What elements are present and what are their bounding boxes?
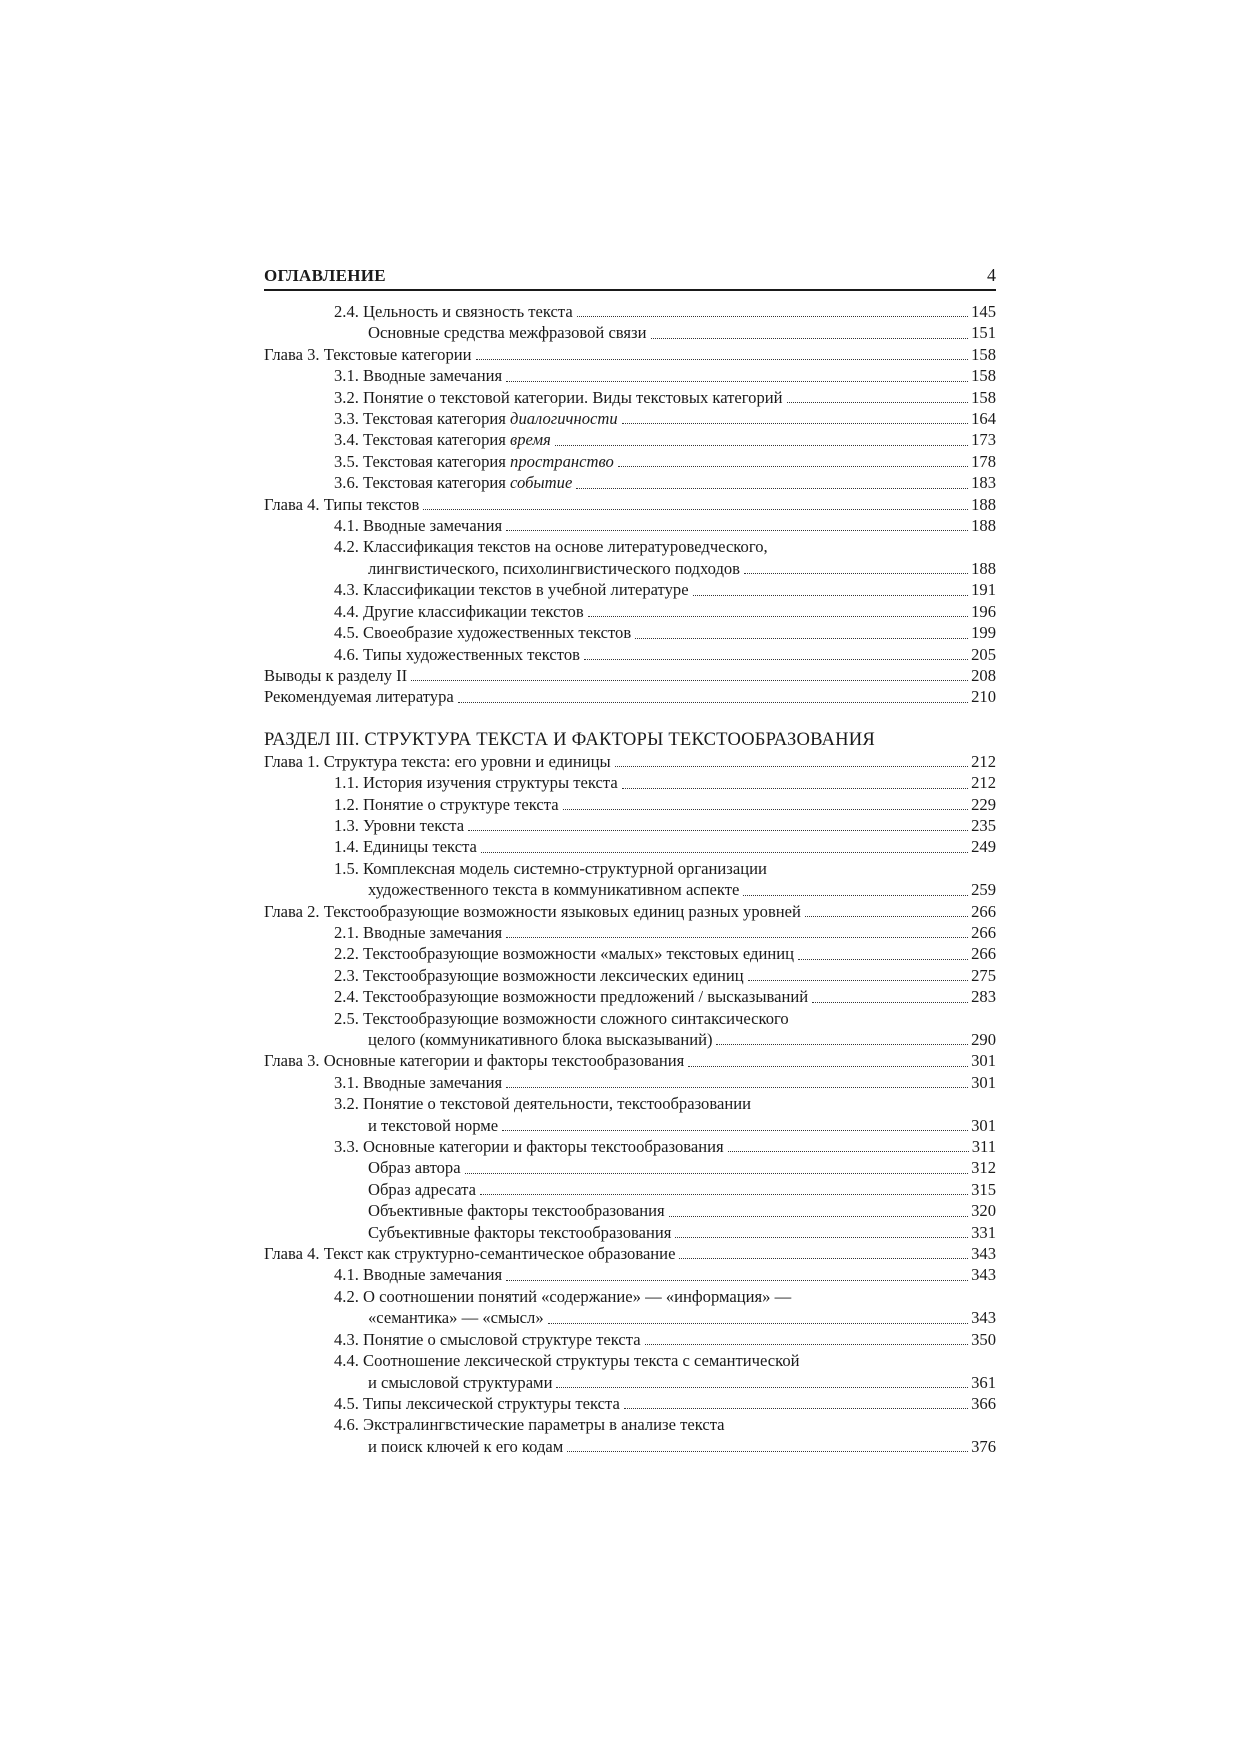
toc-entry-title: Вводные замечания xyxy=(363,366,503,386)
toc-entry-number: 2.4. xyxy=(334,987,359,1007)
toc-entry-title: Вводные замечания xyxy=(363,1265,503,1285)
table-of-contents xyxy=(264,301,996,1457)
toc-entry-title: Понятие о текстовой категории. Виды текстовых категорий xyxy=(363,387,783,407)
toc-entry[interactable] xyxy=(264,794,996,815)
toc-entry-title: Основные категории и факторы текстообразования xyxy=(363,1137,724,1157)
toc-entry-title: Классификация текстов на основе литературоведческого, xyxy=(363,537,768,557)
dot-leader xyxy=(584,659,968,660)
dot-leader xyxy=(645,1344,969,1345)
toc-entry-title: Объективные факторы текстообразования xyxy=(368,1201,665,1221)
toc-entry-page: 366 xyxy=(971,1393,996,1413)
toc-entry[interactable] xyxy=(264,365,996,386)
toc-entry-title: Глава 3. Основные категории и факторы текстообразования xyxy=(264,1051,685,1071)
dot-leader xyxy=(411,680,968,681)
toc-entry-title-cont: «семантика» — «смысл» xyxy=(368,1308,544,1328)
toc-entry[interactable] xyxy=(264,1350,996,1393)
toc-entry-page: 199 xyxy=(971,623,996,643)
toc-entry-page: 311 xyxy=(971,1137,996,1157)
document-page xyxy=(264,262,996,1457)
toc-chapter[interactable] xyxy=(264,344,996,365)
toc-entry-page: 164 xyxy=(971,409,996,429)
toc-entry-page: 235 xyxy=(971,815,996,835)
dot-leader xyxy=(798,959,968,960)
dot-leader xyxy=(506,530,968,531)
toc-entry-title: Единицы текста xyxy=(363,837,477,857)
toc-entry-number: 3.1. xyxy=(334,366,359,386)
toc-entry-page: 188 xyxy=(971,494,996,514)
toc-entry[interactable] xyxy=(264,429,996,450)
toc-entry[interactable] xyxy=(264,1286,996,1329)
toc-entry[interactable] xyxy=(264,943,996,964)
dot-leader xyxy=(618,466,968,467)
toc-entry-page: 212 xyxy=(971,773,996,793)
toc-entry[interactable] xyxy=(264,1222,996,1243)
dot-leader xyxy=(555,445,968,446)
dot-leader xyxy=(468,830,968,831)
toc-entry-title: Типы художественных текстов xyxy=(363,644,580,664)
dot-leader xyxy=(588,616,968,617)
dot-leader xyxy=(744,573,968,574)
toc-entry[interactable] xyxy=(264,1136,996,1157)
toc-entry-page: 196 xyxy=(971,601,996,621)
toc-entry[interactable] xyxy=(264,387,996,408)
toc-entry[interactable] xyxy=(264,1072,996,1093)
toc-entry-title: Комплексная модель системно-структурной организации xyxy=(363,858,767,878)
dot-leader xyxy=(548,1323,968,1324)
toc-entry[interactable] xyxy=(264,1264,996,1285)
toc-entry-number: 1.4. xyxy=(334,837,359,857)
dot-leader xyxy=(693,595,969,596)
toc-entry-page: 343 xyxy=(971,1244,996,1264)
toc-entry-page: 249 xyxy=(971,837,996,857)
toc-chapter[interactable] xyxy=(264,494,996,515)
dot-leader xyxy=(458,702,968,703)
toc-entry-title: Соотношение лексической структуры текста с семантической xyxy=(363,1351,800,1371)
toc-entry[interactable] xyxy=(264,601,996,622)
toc-entry-title: Текстообразующие возможности сложного синтаксического xyxy=(363,1008,789,1028)
dot-leader xyxy=(506,1087,968,1088)
toc-entry-page: 312 xyxy=(971,1158,996,1178)
toc-entry-title-cont: целого (коммуникативного блока высказываний) xyxy=(368,1030,713,1049)
toc-entry-number: 3.3. xyxy=(334,409,359,429)
toc-entry-title: Глава 4. Текст как структурно-семантическое образование xyxy=(264,1244,676,1264)
section-heading: РАЗДЕЛ III. СТРУКТУРА ТЕКСТА И ФАКТОРЫ ТЕКСТООБРАЗОВАНИЯ xyxy=(264,728,876,750)
toc-entry-title: Вводные замечания xyxy=(363,922,503,942)
toc-entry-emphasis: время xyxy=(510,430,551,450)
toc-entry-number: 2.1. xyxy=(334,922,359,942)
toc-entry-number: 3.2. xyxy=(334,1094,359,1114)
toc-entry-title: Понятие о смысловой структуре текста xyxy=(363,1329,641,1349)
toc-entry-title: Вводные замечания xyxy=(363,1072,503,1092)
dot-leader xyxy=(480,1194,968,1195)
toc-entry-title-cont: лингвистического, психолингвистического подходов xyxy=(368,558,741,578)
toc-entry-title: Типы лексической структуры текста xyxy=(363,1393,620,1413)
toc-entry-title: Образ адресата xyxy=(368,1179,476,1199)
toc-entry-emphasis: диалогичности xyxy=(510,409,618,429)
toc-entry[interactable] xyxy=(264,515,996,536)
dot-leader xyxy=(743,895,968,896)
toc-entry-page: 158 xyxy=(971,344,996,364)
toc-entry-number: 4.5. xyxy=(334,1393,359,1413)
toc-entry-number: 4.1. xyxy=(334,1265,359,1285)
dot-leader xyxy=(465,1173,969,1174)
running-head xyxy=(264,262,996,291)
toc-entry-page: 188 xyxy=(971,558,996,578)
toc-chapter[interactable] xyxy=(264,1243,996,1264)
page-number: 4 xyxy=(987,265,996,285)
dot-leader xyxy=(615,766,968,767)
toc-entry-number: 1.3. xyxy=(334,815,359,835)
dot-leader xyxy=(622,788,968,789)
dot-leader xyxy=(481,852,968,853)
toc-entry-number: 3.1. xyxy=(334,1072,359,1092)
toc-entry-title: Своеобразие художественных текстов xyxy=(363,623,632,643)
toc-entry-title: Понятие о структуре текста xyxy=(363,794,559,814)
dot-leader xyxy=(716,1044,968,1045)
toc-entry-title: Понятие о текстовой деятельности, текстообразовании xyxy=(363,1094,751,1114)
toc-entry-page: 158 xyxy=(971,387,996,407)
toc-entry-emphasis: пространство xyxy=(510,451,614,471)
toc-entry-number: 4.2. xyxy=(334,1286,359,1306)
toc-entry-title: Глава 4. Типы текстов xyxy=(264,494,420,514)
toc-entry-page: 183 xyxy=(971,473,996,493)
toc-chapter[interactable] xyxy=(264,901,996,922)
toc-entry-title: Цельность и связность текста xyxy=(363,302,573,321)
toc-entry-number: 2.4. xyxy=(334,302,359,321)
toc-entry[interactable] xyxy=(264,1393,996,1414)
toc-entry-page: 361 xyxy=(971,1372,996,1392)
toc-entry-number: 4.6. xyxy=(334,1415,359,1435)
toc-entry-page: 259 xyxy=(971,880,996,900)
toc-entry-page: 301 xyxy=(971,1072,996,1092)
toc-entry-title-cont: и текстовой норме xyxy=(368,1115,499,1135)
toc-entry[interactable] xyxy=(264,858,996,901)
toc-entry-number: 2.2. xyxy=(334,944,359,964)
toc-entry[interactable] xyxy=(264,836,996,857)
toc-entry-page: 205 xyxy=(971,644,996,664)
toc-entry-page: 158 xyxy=(971,366,996,386)
toc-entry-page: 283 xyxy=(971,987,996,1007)
toc-entry-page: 178 xyxy=(971,451,996,471)
toc-entry-number: 3.5. xyxy=(334,451,359,471)
toc-entry-title: История изучения структуры текста xyxy=(363,773,618,793)
toc-entry-number: 2.3. xyxy=(334,965,359,985)
toc-entry-number: 4.3. xyxy=(334,1329,359,1349)
toc-entry-title: Уровни текста xyxy=(363,815,465,835)
toc-entry[interactable] xyxy=(264,1179,996,1200)
toc-entry[interactable] xyxy=(264,1414,996,1457)
toc-entry[interactable] xyxy=(264,1200,996,1221)
toc-chapter[interactable] xyxy=(264,686,996,707)
dot-leader xyxy=(651,338,969,339)
toc-entry[interactable] xyxy=(264,1329,996,1350)
toc-entry-title: Глава 2. Текстообразующие возможности языковых единиц разных уровней xyxy=(264,901,801,921)
toc-entry-title: Экстралингвстические параметры в анализе текста xyxy=(363,1415,725,1435)
dot-leader xyxy=(563,809,969,810)
toc-entry-page: 151 xyxy=(971,323,996,343)
toc-entry-page: 350 xyxy=(971,1329,996,1349)
toc-entry-page: 290 xyxy=(971,1030,996,1049)
toc-entry[interactable] xyxy=(264,536,996,579)
toc-entry-page: 343 xyxy=(971,1265,996,1285)
toc-entry-emphasis: событие xyxy=(510,473,573,493)
toc-entry-title-cont: и поиск ключей к его кодам xyxy=(368,1436,564,1456)
toc-entry-title: Текстовая категория xyxy=(363,430,506,450)
toc-entry-number: 4.4. xyxy=(334,601,359,621)
toc-entry[interactable] xyxy=(264,451,996,472)
toc-entry-number: 4.1. xyxy=(334,516,359,536)
toc-entry-number: 2.5. xyxy=(334,1008,359,1028)
dot-leader xyxy=(576,488,968,489)
dot-leader xyxy=(502,1130,968,1131)
toc-entry-page: 301 xyxy=(971,1051,996,1071)
dot-leader xyxy=(675,1237,968,1238)
toc-entry-title: Текстовая категория xyxy=(363,409,506,429)
toc-entry-number: 4.3. xyxy=(334,580,359,600)
toc-entry-page: 191 xyxy=(971,580,996,600)
toc-entry-number: 3.2. xyxy=(334,387,359,407)
toc-entry-page: 376 xyxy=(971,1436,996,1456)
toc-entry[interactable] xyxy=(264,815,996,836)
toc-entry-page: 210 xyxy=(971,687,996,707)
toc-entry-page: 266 xyxy=(971,922,996,942)
dot-leader xyxy=(688,1066,968,1067)
dot-leader xyxy=(748,980,968,981)
toc-entry-page: 266 xyxy=(971,944,996,964)
toc-entry-page: 188 xyxy=(971,516,996,536)
toc-entry-page: 331 xyxy=(971,1222,996,1242)
toc-entry-number: 4.2. xyxy=(334,537,359,557)
toc-entry-page: 275 xyxy=(971,965,996,985)
toc-entry[interactable] xyxy=(264,986,996,1007)
toc-entry-page: 343 xyxy=(971,1308,996,1328)
toc-entry-title-cont: и смысловой структурами xyxy=(368,1372,553,1392)
toc-entry-number: 4.4. xyxy=(334,1351,359,1371)
toc-entry[interactable] xyxy=(264,772,996,793)
toc-entry-number: 1.1. xyxy=(334,773,359,793)
toc-entry[interactable] xyxy=(264,301,996,322)
dot-leader xyxy=(567,1451,968,1452)
toc-entry-page: 212 xyxy=(971,751,996,771)
toc-entry-title: Текстовая категория xyxy=(363,451,506,471)
toc-entry-title: Текстообразующие возможности «малых» текстовых единиц xyxy=(363,944,795,964)
dot-leader xyxy=(812,1002,968,1003)
dot-leader xyxy=(728,1151,969,1152)
toc-entry[interactable] xyxy=(264,644,996,665)
toc-entry[interactable] xyxy=(264,922,996,943)
toc-entry-page: 315 xyxy=(971,1179,996,1199)
dot-leader xyxy=(669,1216,968,1217)
dot-leader xyxy=(506,937,968,938)
toc-entry-page: 301 xyxy=(971,1115,996,1135)
toc-entry-title: Вводные замечания xyxy=(363,516,503,536)
dot-leader xyxy=(506,1280,968,1281)
toc-entry[interactable] xyxy=(264,1157,996,1178)
toc-entry-page: 229 xyxy=(971,794,996,814)
toc-entry-page: 266 xyxy=(971,901,996,921)
dot-leader xyxy=(787,402,969,403)
toc-entry-number: 4.5. xyxy=(334,623,359,643)
dot-leader xyxy=(622,423,968,424)
dot-leader xyxy=(679,1258,968,1259)
toc-entry[interactable] xyxy=(264,1008,996,1051)
toc-entry-number: 4.6. xyxy=(334,644,359,664)
toc-entry-number: 1.2. xyxy=(334,794,359,814)
toc-entry-title: Выводы к разделу II xyxy=(264,665,408,685)
dot-leader xyxy=(506,381,968,382)
toc-entry-title: Образ автора xyxy=(368,1158,461,1178)
toc-entry-number: 3.6. xyxy=(334,473,359,493)
dot-leader xyxy=(423,509,968,510)
toc-entry-page: 320 xyxy=(971,1201,996,1221)
toc-entry[interactable] xyxy=(264,965,996,986)
dot-leader xyxy=(805,916,968,917)
toc-entry-page: 173 xyxy=(971,430,996,450)
toc-entry[interactable] xyxy=(264,579,996,600)
toc-entry[interactable] xyxy=(264,472,996,493)
toc-entry-number: 3.4. xyxy=(334,430,359,450)
page-title: ОГЛАВЛЕНИЕ xyxy=(264,266,386,285)
toc-entry-page: 145 xyxy=(971,302,996,321)
toc-entry-number: 3.3. xyxy=(334,1137,359,1157)
toc-entry-number: 1.5. xyxy=(334,858,359,878)
toc-entry-title: Субъективные факторы текстообразования xyxy=(368,1222,672,1242)
toc-chapter[interactable] xyxy=(264,751,996,772)
toc-entry-title-cont: художественного текста в коммуникативном аспекте xyxy=(368,880,740,900)
toc-entry-title: Основные средства межфразовой связи xyxy=(368,323,647,343)
toc-entry-title: Текстообразующие возможности предложений / высказываний xyxy=(363,987,809,1007)
toc-entry-title: О соотношении понятий «содержание» — «информация» — xyxy=(363,1286,792,1306)
toc-entry[interactable] xyxy=(264,408,996,429)
toc-entry[interactable] xyxy=(264,1093,996,1136)
dot-leader xyxy=(635,638,968,639)
toc-entry-title: Другие классификации текстов xyxy=(363,601,584,621)
toc-chapter[interactable] xyxy=(264,665,996,686)
toc-entry-title: Текстообразующие возможности лексических единиц xyxy=(363,965,744,985)
toc-entry-title: Классификации текстов в учебной литературе xyxy=(363,580,689,600)
toc-entry-title: Глава 1. Структура текста: его уровни и единицы xyxy=(264,751,611,771)
toc-entry-page: 208 xyxy=(971,665,996,685)
dot-leader xyxy=(556,1387,968,1388)
toc-chapter[interactable] xyxy=(264,1050,996,1071)
dot-leader xyxy=(577,316,968,317)
dot-leader xyxy=(624,1408,968,1409)
toc-entry-title: Текстовая категория xyxy=(363,473,506,493)
toc-entry[interactable] xyxy=(264,622,996,643)
dot-leader xyxy=(476,359,969,360)
toc-entry[interactable] xyxy=(264,322,996,343)
toc-entry-title: Глава 3. Текстовые категории xyxy=(264,344,472,364)
toc-entry-title: Рекомендуемая литература xyxy=(264,687,454,707)
